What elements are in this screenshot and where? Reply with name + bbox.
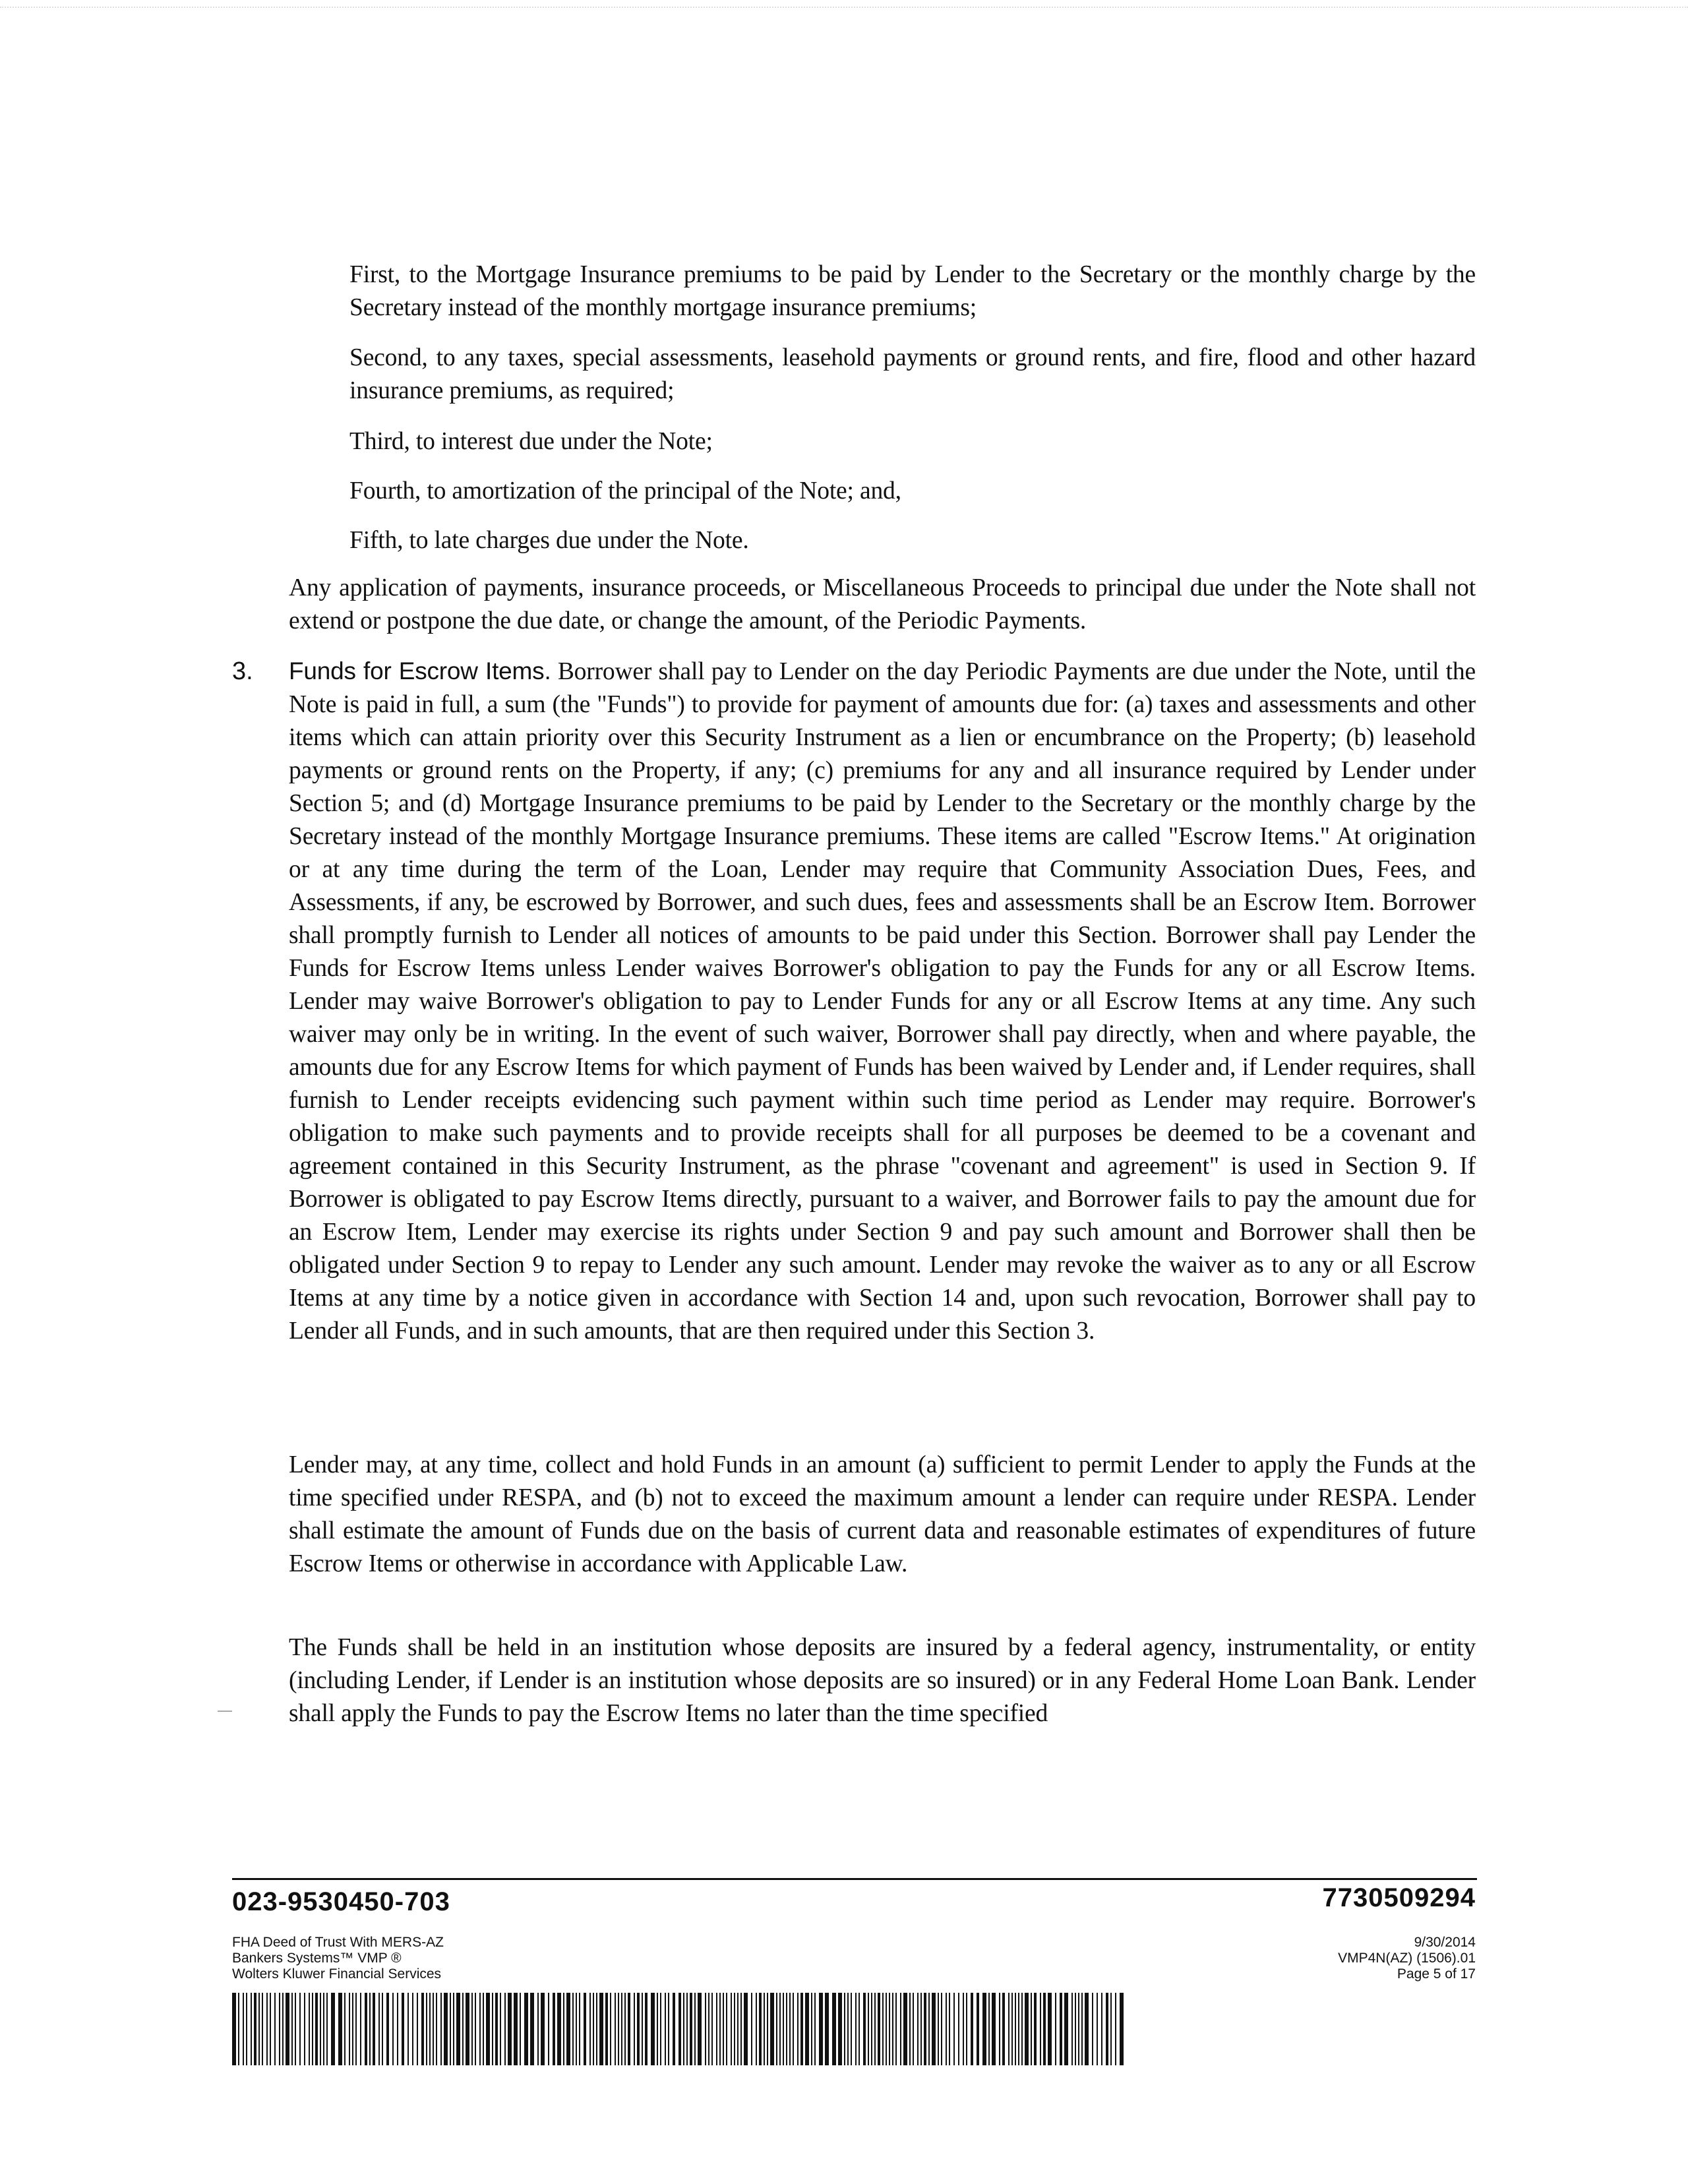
barcode-bar [624, 1993, 626, 2065]
barcode-bar [553, 1993, 555, 2065]
barcode-bar [668, 1993, 669, 2065]
payment-order-second: Second, to any taxes, special assessments, leasehold payments or ground rents, and fire, flood and other hazard insurance premiums, as required; [349, 344, 1476, 404]
form-info [232, 1935, 444, 1982]
barcode-bar [596, 1993, 597, 2065]
barcode-bar [1034, 1993, 1037, 2065]
barcode-bar [913, 1993, 914, 2065]
barcode-bar [909, 1993, 911, 2065]
barcode-bar [673, 1993, 675, 2065]
section-3-paragraph-1-text: Borrower shall pay to Lender on the day Periodic Payments are due under the Note, until the Note is paid in full, a sum (the "Funds") to provide for payment of amounts due for: (a) taxes and assessments and other items which can attain priority over this Security Instrument as a lien or encumbrance on the Property; (b) leasehold payments or ground rents on the Property, if any; (c) premiums for any and all insurance required by Lender under Section 5; and (d) Mortgage Insurance premiums to be paid by Lender to the Secretary or the monthly charge by the Secretary instead of the monthly Mortgage Insurance premiums. These items are called "Escrow Items." At origination or at any time during the term of the Loan, Lender may require that Community Association Dues, Fees, and Assessments, if any, be escrowed by Borrower, and such dues, fees and assessments shall be an Escrow Item. Borrower shall promptly furnish to Lender all notices of amounts to be paid under this Section. Borrower shall pay Lender the Funds for Escrow Items unless Lender waives Borrower's obligation to pay the Funds for any or all Escrow Items. Lender may waive Borrower's obligation to pay to Lender Funds for any or all Escrow Items at any time. Any such waiver may only be in writing. In the event of such waiver, Borrower shall pay directly, when and where payable, the amounts due for any Escrow Items for which payment of Funds has been waived by Lender and, if Lender requires, shall furnish to Lender receipts evidencing such payment within such time period as Lender may require. Borrower's obligation to make such payments and to provide receipts shall for all purposes be deemed to be a covenant and agreement contained in this Security Instrument, as the phrase "covenant and agreement" is used in Section 9. If Borrower is obligated to pay Escrow Items directly, pursuant to a waiver, and Borrower fails to pay the amount due for an Escrow Item, Lender may exercise its rights under Section 9 and pay such amount and Borrower shall then be obligated under Section 9 to repay to Lender any such amount. Lender may revoke the waiver as to any or all Escrow Items at any time by a notice given in accordance with Section 14 and, upon such revocation, Borrower shall pay to Lender all Funds, and in such amounts, that are then required under this Section 3. [289, 658, 1476, 1345]
barcode-bar [295, 1993, 296, 2065]
barcode-bar [1011, 1993, 1013, 2065]
barcode-bar [291, 1993, 293, 2065]
barcode-bar [1048, 1993, 1052, 2065]
barcode-bar [941, 1993, 942, 2065]
barcode-bar [426, 1993, 427, 2065]
barcode-bar [402, 1993, 404, 2065]
barcode-bar [589, 1993, 591, 2065]
barcode-bar [504, 1993, 506, 2065]
barcode-bar [576, 1993, 577, 2065]
barcode-bar [436, 1993, 437, 2065]
barcode-bar [764, 1993, 765, 2065]
barcode-bar [605, 1993, 608, 2065]
barcode-bar [882, 1993, 884, 2065]
barcode-bar [963, 1993, 964, 2065]
barcode-bar [524, 1993, 528, 2065]
barcode-bar [683, 1993, 684, 2065]
barcode-bar [776, 1993, 777, 2065]
barcode-bar [466, 1993, 469, 2065]
payment-order-first: First, to the Mortgage Insurance premiums to be paid by Lender to the Secretary or the monthly charge by the Secretary instead of the monthly mortgage insurance premiums; [349, 261, 1476, 321]
barcode-bar [492, 1993, 493, 2065]
barcode-bar [874, 1993, 876, 2065]
barcode-bar [344, 1993, 346, 2065]
barcode-bar [844, 1993, 845, 2065]
barcode-bar [932, 1993, 936, 2065]
barcode-bar [734, 1993, 735, 2065]
barcode-bar [949, 1993, 950, 2065]
barcode-bar [851, 1993, 852, 2065]
barcode-bar [900, 1993, 901, 2065]
barcode-bar [304, 1993, 305, 2065]
barcode-bar [756, 1993, 757, 2065]
barcode-bar [716, 1993, 717, 2065]
barcode-bar [895, 1993, 897, 2065]
payment-order-fifth: Fifth, to late charges due under the Note. [349, 527, 749, 554]
barcode-bar [475, 1993, 476, 2065]
barcode-bar [838, 1993, 842, 2065]
barcode-bar [258, 1993, 260, 2065]
barcode-bar [903, 1993, 907, 2065]
barcode-bar [863, 1993, 866, 2065]
barcode-bar [584, 1993, 586, 2065]
barcode-bar [282, 1993, 284, 2065]
barcode-bar [326, 1993, 328, 2065]
application-of-payments-paragraph: Any application of payments, insurance proceeds, or Miscellaneous Proceeds to principal due under the Note shall not extend or postpone the due date, or change the amount, of the Periodic Payments. [289, 574, 1476, 634]
barcode-bar [270, 1993, 271, 2065]
barcode-bar [889, 1993, 890, 2065]
barcode-bar [610, 1993, 611, 2065]
barcode-bar [892, 1993, 893, 2065]
barcode-bar [541, 1993, 545, 2065]
form-vendor: Bankers Systems™ VMP ® [232, 1951, 402, 1966]
barcode-bar [825, 1993, 829, 2065]
barcode-bar [811, 1993, 812, 2065]
barcode-bar [238, 1993, 239, 2065]
barcode-bar [486, 1993, 490, 2065]
scan-edge-specks [0, 7, 1688, 15]
section-3-paragraph-3: The Funds shall be held in an institution whose deposits are insured by a federal agency, instrumentality, or entity (including Lender, if Lender is an institution whose deposits are so insured) or in any Federal Home Loan Bank. Lender shall apply the Funds to pay the Escrow Items no later than the time specified [289, 1634, 1476, 1727]
barcode-bar [349, 1993, 350, 2065]
form-title: FHA Deed of Trust With MERS-AZ [232, 1935, 444, 1950]
barcode-bar [665, 1993, 666, 2065]
form-code: VMP4N(AZ) (1506).01 [1338, 1951, 1476, 1966]
barcode-bar [378, 1993, 380, 2065]
section-heading: Funds for Escrow Items. [289, 657, 551, 684]
barcode-bar [924, 1993, 926, 2065]
barcode-bar [1043, 1993, 1046, 2065]
barcode-bar [1085, 1993, 1089, 2065]
barcode-bar [645, 1993, 648, 2065]
barcode-bar [988, 1993, 990, 2065]
barcode-bar [868, 1993, 869, 2065]
barcode-bar [615, 1993, 616, 2065]
barcode-bar [232, 1993, 236, 2065]
barcode-bar [548, 1993, 549, 2065]
barcode-bar [783, 1993, 784, 2065]
barcode-bar [373, 1993, 375, 2065]
barcode-bar [593, 1993, 594, 2065]
barcode-bar [1110, 1993, 1112, 2065]
barcode-bar [1097, 1993, 1098, 2065]
payment-order-fourth: Fourth, to amortization of the principal of the Note; and, [349, 477, 901, 504]
barcode-bar [338, 1993, 342, 2065]
barcode-bar [642, 1993, 643, 2065]
barcode-bar [1055, 1993, 1056, 2065]
barcode-bar [690, 1993, 692, 2065]
barcode-bar [246, 1993, 247, 2065]
barcode-bar [678, 1993, 681, 2065]
form-company: Wolters Kluwer Financial Services [232, 1966, 442, 1982]
barcode-bar [421, 1993, 424, 2065]
barcode-bar [886, 1993, 887, 2065]
barcode-bar [1120, 1993, 1124, 2065]
barcode-bar [444, 1993, 448, 2065]
barcode-bar [999, 1993, 1000, 2065]
barcode-bar [814, 1993, 816, 2065]
barcode-bar [992, 1993, 996, 2065]
barcode-bar [789, 1993, 791, 2065]
barcode-bar [407, 1993, 409, 2065]
barcode-bar [1106, 1993, 1108, 2065]
barcode-bar [657, 1993, 658, 2065]
barcode-bar [352, 1993, 353, 2065]
section-number: 3. [232, 657, 253, 685]
barcode-bar [618, 1993, 619, 2065]
barcode-bar [634, 1993, 635, 2065]
barcode-bar [859, 1993, 860, 2065]
form-date: 9/30/2014 [1414, 1935, 1476, 1950]
barcode-bar [456, 1993, 460, 2065]
barcode-bar [737, 1993, 738, 2065]
barcode-bar [1031, 1993, 1032, 2065]
barcode-bar [958, 1993, 959, 2065]
barcode-bar [767, 1993, 768, 2065]
barcode-bar [920, 1993, 922, 2065]
barcode-bar [320, 1993, 321, 2065]
barcode-bar [660, 1993, 661, 2065]
document-id: 7730509294 [1322, 1883, 1476, 1912]
barcode-bar [726, 1993, 727, 2065]
barcode-bar [323, 1993, 324, 2065]
barcode-bar [286, 1993, 289, 2065]
barcode-bar [557, 1993, 561, 2065]
barcode-bar [1060, 1993, 1062, 2065]
payment-order-third: Third, to interest due under the Note; [349, 428, 713, 455]
barcode-bar [462, 1993, 464, 2065]
barcode-bar [621, 1993, 622, 2065]
barcode-bar [1101, 1993, 1102, 2065]
barcode-bar [744, 1993, 748, 2065]
barcode-bar [1002, 1993, 1005, 2065]
barcode-bar [637, 1993, 640, 2065]
barcode-bar [1071, 1993, 1073, 2065]
margin-mark [218, 1711, 232, 1712]
barcode-bar [369, 1993, 371, 2065]
barcode-bar [779, 1993, 781, 2065]
barcode-bar [433, 1993, 434, 2065]
barcode-bar [392, 1993, 394, 2065]
barcode-bar [871, 1993, 872, 2065]
barcode-bar [651, 1993, 655, 2065]
barcode-bar [599, 1993, 603, 2065]
barcode-bar [819, 1993, 823, 2065]
barcode-bar [429, 1993, 431, 2065]
barcode-bar [479, 1993, 481, 2065]
barcode-bar [483, 1993, 484, 2065]
barcode-bar [855, 1993, 857, 2065]
barcode-bar [254, 1993, 256, 2065]
barcode-bar [471, 1993, 473, 2065]
loan-number: 023-9530450-703 [232, 1887, 450, 1916]
barcode-bar [386, 1993, 389, 2065]
barcode-bar [537, 1993, 539, 2065]
barcode-bar [698, 1993, 702, 2065]
barcode-bar [251, 1993, 252, 2065]
barcode-bar [847, 1993, 849, 2065]
barcode-bar [694, 1993, 696, 2065]
barcode-bar [500, 1993, 501, 2065]
barcode-bar [938, 1993, 939, 2065]
barcode-bar [971, 1993, 973, 2065]
barcode-bar [1092, 1993, 1093, 2065]
barcode-bar [800, 1993, 803, 2065]
barcode-bar [243, 1993, 244, 2065]
barcode-bar [508, 1993, 512, 2065]
barcode-bar [686, 1993, 688, 2065]
section-3-paragraph-1 [289, 655, 1476, 1348]
barcode-bar [412, 1993, 413, 2065]
form-meta [1338, 1935, 1476, 1982]
barcode-bar [274, 1993, 276, 2065]
barcode-bar [1078, 1993, 1079, 2065]
barcode-bar [453, 1993, 454, 2065]
barcode-bar [572, 1993, 574, 2065]
barcode-bar [723, 1993, 724, 2065]
barcode-bar [731, 1993, 732, 2065]
barcode-bar [793, 1993, 794, 2065]
barcode-bar [1064, 1993, 1068, 2065]
barcode-bar [705, 1993, 706, 2065]
barcode-bar [1015, 1993, 1016, 2065]
barcode-bar [786, 1993, 787, 2065]
footer-divider [232, 1878, 1477, 1880]
barcode-bar [751, 1993, 752, 2065]
barcode-bar [563, 1993, 564, 2065]
barcode-bar [1040, 1993, 1041, 2065]
barcode-bar [365, 1993, 367, 2065]
barcode-graphic [232, 1993, 1128, 2065]
barcode-bar [1081, 1993, 1083, 2065]
barcode [232, 1993, 1128, 2065]
section-3-paragraph-2: Lender may, at any time, collect and hold Funds in an amount (a) sufficient to permit Lender to apply the Funds at the time specified under RESPA, and (b) not to exceed the maximum amount a lender can require under RESPA. Lender shall estimate the amount of Funds due on the basis of current data and reasonable estimates of expenditures of future Escrow Items or otherwise in accordance with Applicable Law. [289, 1451, 1476, 1577]
barcode-bar [982, 1993, 986, 2065]
barcode-bar [832, 1993, 836, 2065]
barcode-bar [440, 1993, 442, 2065]
barcode-bar [740, 1993, 742, 2065]
barcode-bar [928, 1993, 930, 2065]
barcode-bar [708, 1993, 709, 2065]
barcode-bar [759, 1993, 762, 2065]
barcode-bar [966, 1993, 967, 2065]
page-indicator: Page 5 of 17 [1397, 1966, 1476, 1982]
barcode-bar [520, 1993, 521, 2065]
barcode-bar [579, 1993, 580, 2065]
barcode-bar [382, 1993, 383, 2065]
barcode-bar [1025, 1993, 1029, 2065]
barcode-bar [805, 1993, 809, 2065]
barcode-bar [331, 1993, 335, 2065]
barcode-bar [309, 1993, 310, 2065]
barcode-bar [1115, 1993, 1116, 2065]
barcode-bar [495, 1993, 498, 2065]
barcode-bar [417, 1993, 418, 2065]
barcode-bar [397, 1993, 398, 2065]
barcode-bar [530, 1993, 534, 2065]
barcode-bar [1008, 1993, 1010, 2065]
barcode-bar [566, 1993, 570, 2065]
barcode-bar [711, 1993, 713, 2065]
barcode-bar [299, 1993, 301, 2065]
barcode-bar [514, 1993, 518, 2065]
barcode-bar [312, 1993, 313, 2065]
barcode-bar [315, 1993, 318, 2065]
barcode-bar [355, 1993, 357, 2065]
barcode-bar [1021, 1993, 1023, 2065]
barcode-bar [360, 1993, 361, 2065]
barcode-bar [977, 1993, 979, 2065]
barcode-bar [917, 1993, 919, 2065]
barcode-bar [279, 1993, 280, 2065]
barcode-bar [1018, 1993, 1019, 2065]
barcode-bar [628, 1993, 630, 2065]
barcode-bar [953, 1993, 955, 2065]
barcode-bar [262, 1993, 263, 2065]
barcode-bar [1075, 1993, 1076, 2065]
barcode-bar [450, 1993, 451, 2065]
barcode-bar [266, 1993, 268, 2065]
barcode-bar [878, 1993, 880, 2065]
barcode-bar [770, 1993, 774, 2065]
barcode-bar [719, 1993, 721, 2065]
barcode-bar [946, 1993, 947, 2065]
barcode-bar [797, 1993, 799, 2065]
